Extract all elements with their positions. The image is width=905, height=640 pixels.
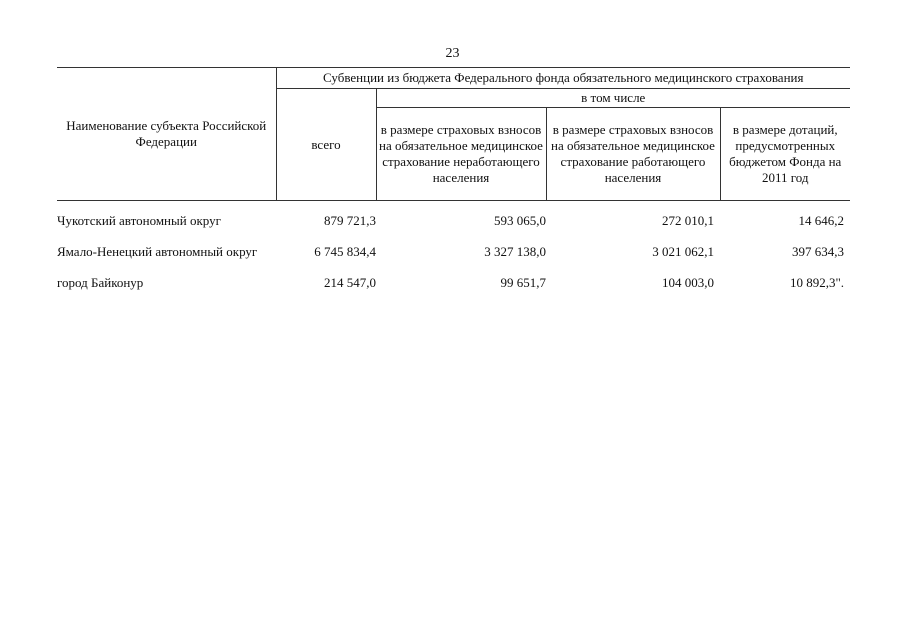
region-name: Ямало-Ненецкий автономный округ [57,244,258,259]
header-non-working-contributions: в размере страховых взносов на обязательное медицинское страхование неработающего населения [376,108,546,201]
value-working: 3 021 062,1 [652,244,714,259]
region-name: город Байконур [57,275,144,290]
subventions-table [57,67,850,294]
value-subsidies: 10 892,3". [789,275,844,290]
header-subventions-title: Субвенции из бюджета Федерального фонда обязательного медицинского страхования [276,68,850,89]
header-total: всего [276,89,376,201]
value-working: 104 003,0 [662,275,714,290]
table-row [57,232,850,272]
value-non-working: 99 651,7 [500,275,546,290]
value-total: 879 721,3 [324,213,376,228]
value-total: 214 547,0 [324,275,376,290]
page-number: 23 [445,46,460,61]
header-including: в том числе [376,89,850,108]
region-name: Чукотский автономный округ [57,213,221,228]
value-non-working: 593 065,0 [494,213,546,228]
value-non-working: 3 327 138,0 [484,244,546,259]
header-working-contributions: в размере страховых взносов на обязательное медицинское страхование работающего населения [546,108,720,201]
table-row [57,210,850,232]
table-row [57,272,850,294]
table-spacer [57,201,850,211]
header-region-name: Наименование субъекта Российской Федерации [57,68,276,201]
value-subsidies: 14 646,2 [798,213,844,228]
value-subsidies: 397 634,3 [792,244,844,259]
header-row-1 [57,68,850,89]
header-subsidies: в размере дотаций, предусмотренных бюджетом Фонда на 2011 год [720,108,850,201]
value-working: 272 010,1 [662,213,714,228]
value-total: 6 745 834,4 [314,244,376,259]
